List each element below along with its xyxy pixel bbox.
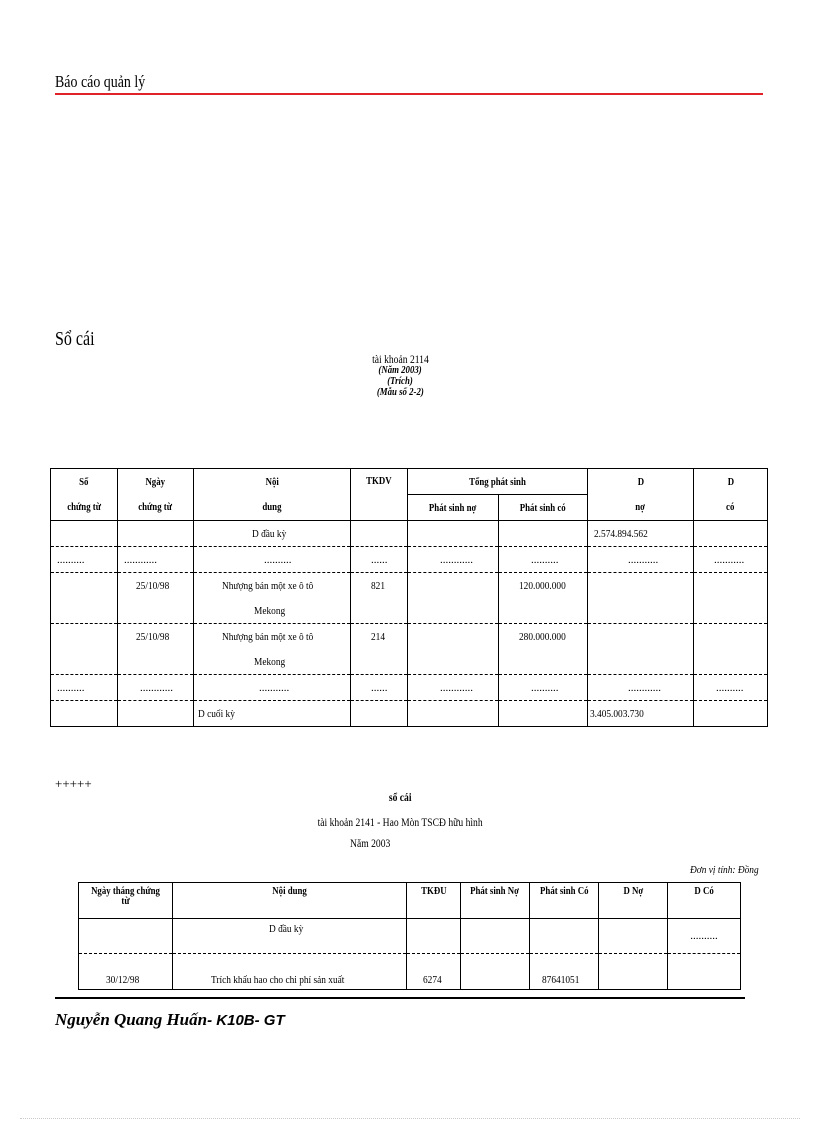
col-header-dno: D [588,469,694,495]
ledger-title: Sổ cái [55,328,95,350]
table-row: D đầu kỳ .......... [79,919,741,954]
ledger-account: tài khoản 2114 [371,352,429,366]
col-header-tong: Tổng phát sinh [408,469,588,495]
table-row: Mekong [51,598,768,624]
table-header-row [51,469,768,495]
col-header-dno: D Nợ [599,883,668,919]
header-divider [55,93,763,95]
table-row: 25/10/98 Nhượng bán một xe ô tô 214 280.000.000 [51,624,768,650]
col-header-psno: Phát sinh nợ [408,495,499,521]
ledger-table-2114 [50,468,768,727]
col-header-noidung: Nội [194,469,351,495]
table-row: 30/12/98 Trích khấu hao cho chi phí sản xuất 6274 87641051 [79,954,741,990]
table-row: 25/10/98 Nhượng bán một xe ô tô 821 120.000.000 [51,573,768,599]
ledger2-year: Năm 2003 [349,836,391,850]
table-row: Mekong [51,649,768,675]
col-header-ngay: Ngày [118,469,194,495]
table-row: D cuối kỳ 3.405.003.730 [51,701,768,727]
table-row: .......... ............ .......... ...... ............ .......... ........... ........... [51,547,768,573]
table-row: D đầu kỳ 2.574.894.562 [51,521,768,547]
footer-author: Nguyễn Quang Huấn- K10B- GT [55,1010,285,1029]
col-header-noidung: Nội dung [173,883,407,919]
col-header-tkdu: TKĐU [407,883,461,919]
col-header-psno: Phát sinh Nợ [461,883,530,919]
ledger-year: (Năm 2003) [378,364,422,376]
col-header-psco: Phát sinh Có [530,883,599,919]
col-header-dco: D Có [668,883,741,919]
col-header-psco: Phát sinh có [499,495,588,521]
footer-divider [55,997,745,999]
separator-marks: +++++ [55,776,92,791]
col-header-dco: D [694,469,768,495]
ledger-subtitle-block [300,354,500,398]
col-header-so: Số [51,469,118,495]
table-header-row-2: chứng từ chứng từ dung Phát sinh nợ Phát sinh có nợ có [51,495,768,521]
page-header-title: Báo cáo quản lý [55,72,146,91]
table-row: .......... ............ ........... ...... ............ .......... ............ .......... [51,675,768,701]
col-header-ngay: Ngày tháng chứng từ [79,883,173,919]
unit-label: Đơn vị tính: Đồng [690,864,759,876]
page-bottom-border [20,1118,800,1119]
table-header-row [79,883,741,919]
ledger-form: (Mẫu số 2-2) [376,386,424,398]
ledger2-title: sổ cái [388,790,412,804]
col-header-tkdv: TKDV [351,469,408,521]
ledger-table-2141 [78,882,741,990]
ledger2-account: tài khoản 2141 - Hao Mòn TSCĐ hữu hình [317,815,483,829]
ledger-note: (Trích) [387,375,413,387]
